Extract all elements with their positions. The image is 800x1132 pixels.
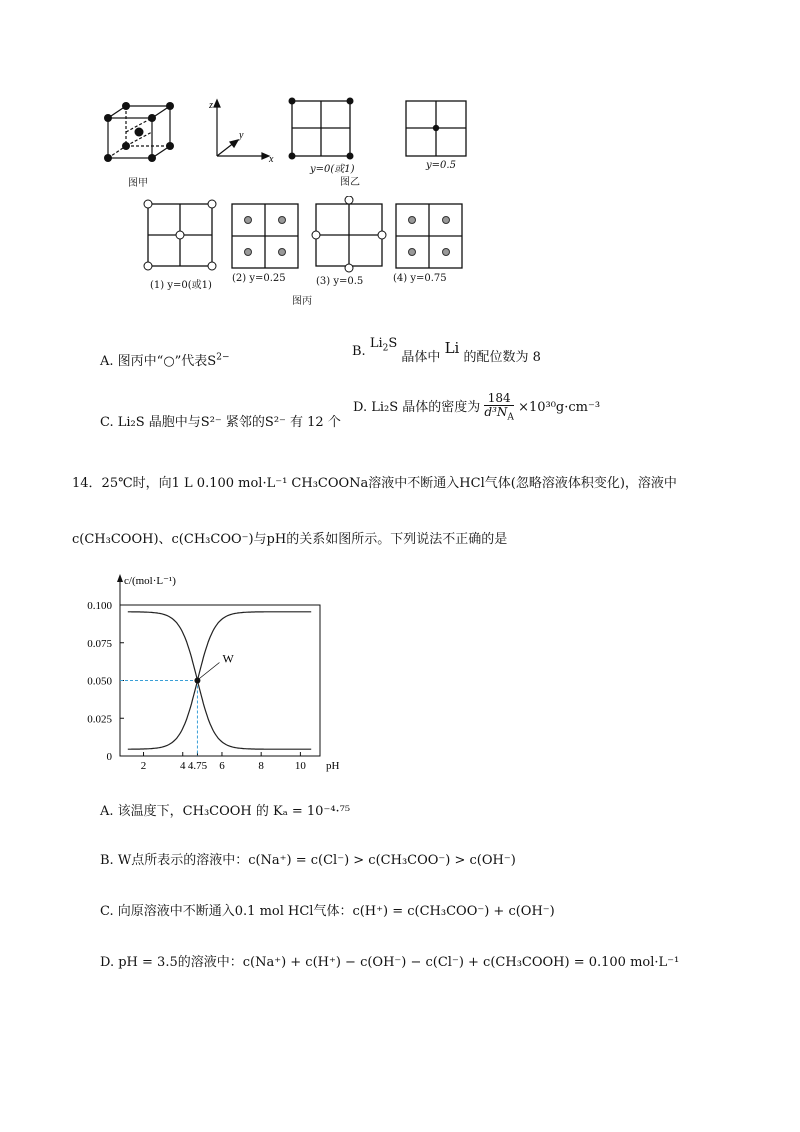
x-tick-label: 4: [179, 760, 186, 772]
figure-bing-2: [228, 200, 304, 272]
q14-stem-line2: c(CH₃COOH)、c(CH₃COO⁻)与pH的关系如图所示。下列说法不正确的是: [72, 532, 508, 547]
q13-option-b[interactable]: B. $Li_2S$ 晶体中 Li 的配位数为 8: [352, 336, 541, 365]
x-tick-label: 2: [140, 760, 147, 772]
concentration-ph-chart: [70, 570, 340, 780]
point-w-label: W: [222, 651, 234, 666]
figure-y05: [402, 98, 470, 160]
y-axis-label: c/(mol·L⁻¹): [124, 575, 176, 587]
y-axis-arrow: [117, 574, 123, 582]
q14-option-b[interactable]: B. W点所表示的溶液中：c(Na⁺) = c(Cl⁻) > c(CH₃COO⁻) > c(OH⁻): [100, 853, 516, 868]
figure-bing-4: [392, 200, 468, 272]
y-tick-label: 0.100: [87, 600, 112, 612]
y-tick-label: 0.050: [87, 675, 112, 688]
figure-jia-caption: 图甲: [128, 178, 148, 189]
x-tick-label: 4.75: [187, 760, 208, 772]
y-tick-label: 0: [106, 751, 112, 763]
density-fraction: $\frac{184}{d^3N_A}$: [484, 391, 514, 423]
figure-bing-1-caption: (1) y=0(或1): [150, 280, 212, 291]
x-tick-label: 10: [294, 760, 306, 772]
figure-bing-3: [310, 196, 390, 274]
x-tick-label: 6: [219, 760, 225, 772]
q14-option-d[interactable]: D. pH = 3.5的溶液中：c(Na⁺) + c(H⁺) − c(OH⁻) − c(Cl⁻) + c(CH₃COOH) = 0.100 mol·L⁻¹: [100, 955, 680, 970]
figure-yi: [286, 96, 356, 160]
x-tick-label: 8: [258, 760, 264, 772]
figure-yi-y0-caption: y=0(或1): [310, 164, 355, 175]
y-tick-label: 0.075: [87, 637, 112, 650]
y-tick-label: 0.025: [87, 713, 112, 726]
figure-jia-cube: [100, 100, 185, 170]
figure-bing-3-caption: (3) y=0.5: [316, 276, 364, 287]
q14-option-a[interactable]: A. 该温度下，CH₃COOH 的 Kₐ = 10⁻⁴·⁷⁵: [100, 804, 351, 819]
figure-bing-caption: 图丙: [292, 296, 312, 307]
q14-stem-line1: 14．25℃时，向1 L 0.100 mol·L⁻¹ CH₃COONa溶液中不断通入HCl气体(忽略溶液体积变化)，溶液中: [72, 476, 677, 491]
figure-bing-1: [140, 198, 220, 274]
point-w-leader: [199, 663, 219, 679]
axis-x-label: x: [269, 154, 274, 165]
q13-option-d[interactable]: D. Li₂S 晶体的密度为 $\frac{184}{d^3N_A}$ ×10³⁰g·cm⁻³: [353, 391, 601, 423]
q13-option-c[interactable]: C. Li₂S 晶胞中与S²⁻ 紧邻的S²⁻ 有 12 个: [100, 415, 341, 430]
x-axis-label: pH: [326, 760, 340, 772]
figure-yi-caption: 图乙: [340, 177, 360, 188]
axis-z-label: z: [209, 100, 213, 111]
figure-y05-caption: y=0.5: [426, 160, 456, 171]
coordinate-axes: [205, 96, 280, 166]
figure-bing-2-caption: (2) y=0.25: [232, 273, 286, 284]
q14-option-c[interactable]: C. 向原溶液中不断通入0.1 mol HCl气体：c(H⁺) = c(CH₃COO⁻) + c(OH⁻): [100, 904, 555, 919]
figure-bing-4-caption: (4) y=0.75: [393, 273, 447, 284]
axis-y-label: y: [239, 130, 244, 141]
q13-option-a[interactable]: A. 图丙中“○”代表$S^{2-}$: [100, 352, 230, 369]
